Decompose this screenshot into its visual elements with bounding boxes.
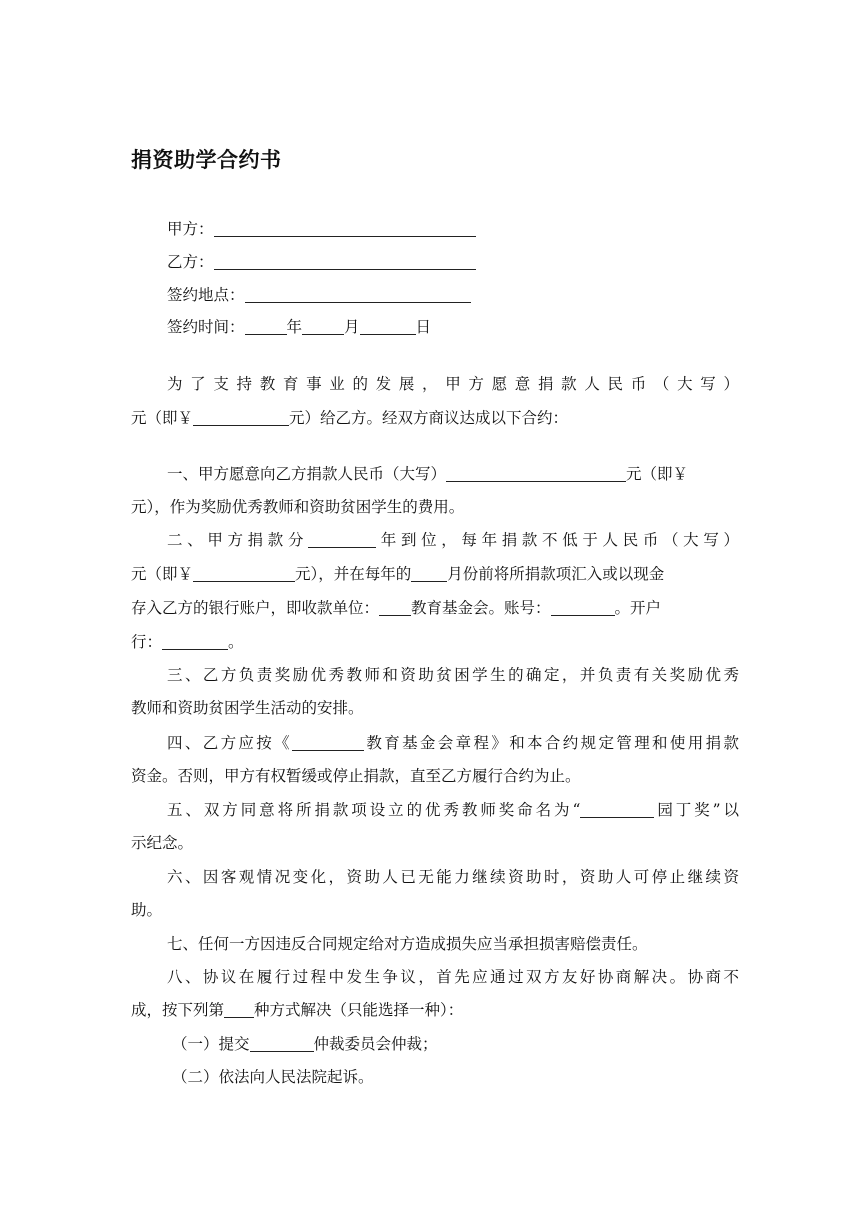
year-label: 年 xyxy=(286,318,303,336)
clause-2-line-2: 元（即￥ 元），并在每年的 月份前将所捐款项汇入或以现金 xyxy=(131,565,665,583)
intro-line-2: 元（即￥ 元）给乙方。经双方商议达成以下合约： xyxy=(131,409,569,427)
party-b-row xyxy=(167,251,739,273)
clause-1-line-2: 元），作为奖励优秀教师和资助贫困学生的费用。 xyxy=(131,498,465,516)
sign-place-blank[interactable] xyxy=(245,286,471,303)
clause-2-line-4: 行： 。 xyxy=(131,633,244,651)
clause-7: 七、任何一方因违反合同规定给对方造成损失应当承担损害赔偿责任。 xyxy=(167,935,648,953)
clause-4-foundation-blank[interactable] xyxy=(292,734,364,751)
clause-6-line-1: 六、因客观情况变化，资助人已无能力继续资助时，资助人可停止继续资 xyxy=(167,868,739,886)
clause-3-line-1: 三、乙方负责奖励优秀教师和资助贫困学生的确定，并负责有关奖励优秀 xyxy=(167,666,739,684)
sign-place-label: 签约地点： xyxy=(167,286,245,304)
option-1-arbitration-blank[interactable] xyxy=(250,1035,314,1052)
intro-line-1: 为了支持教育事业的发展，甲方愿意捐款人民币（大写） xyxy=(167,375,739,393)
clause-5-line-2: 示纪念。 xyxy=(131,834,194,852)
clause-8-line-2: 成，按下列第 种方式解决（只能选择一种）： xyxy=(131,1001,464,1019)
clause-2-line-3: 存入乙方的银行账户，即收款单位： 教育基金会。账号： 。开户 xyxy=(131,599,662,617)
clause-4-line-2: 资金。否则，甲方有权暂缓或停止捐款，直至乙方履行合约为止。 xyxy=(131,767,581,785)
month-blank[interactable] xyxy=(302,318,344,335)
day-blank[interactable] xyxy=(360,318,416,335)
option-1: （一）提交 仲裁委员会仲裁； xyxy=(172,1035,438,1053)
sign-time-row xyxy=(167,316,739,338)
party-a-label: 甲方： xyxy=(167,220,214,238)
party-a-blank[interactable] xyxy=(214,220,476,237)
clause-2-month-blank[interactable] xyxy=(411,565,447,582)
clause-8-line-1: 八、协议在履行过程中发生争议，首先应通过双方友好协商解决。协商不 xyxy=(167,968,739,986)
page-title: 捐资助学合约书 xyxy=(131,147,282,172)
clause-5-line-1: 五、双方同意将所捐款项设立的优秀教师奖命名为“ 园丁奖”以 xyxy=(167,801,739,819)
year-blank[interactable] xyxy=(245,318,287,335)
intro-amount-blank[interactable] xyxy=(193,409,289,426)
sign-time-label: 签约时间： xyxy=(167,318,245,336)
party-b-blank[interactable] xyxy=(214,253,476,270)
option-2: （二）依法向人民法院起诉。 xyxy=(172,1068,374,1086)
month-label: 月 xyxy=(344,318,360,336)
clause-4-line-1: 四、乙方应按《 教育基金会章程》和本合约规定管理和使用捐款 xyxy=(167,734,739,752)
party-b-label: 乙方： xyxy=(167,253,214,271)
clause-6-line-2: 助。 xyxy=(131,901,163,919)
party-a-row xyxy=(167,218,739,240)
sign-place-row xyxy=(167,284,739,306)
clause-1-amount-blank[interactable] xyxy=(446,465,626,482)
clause-3-line-2: 教师和资助贫困学生活动的安排。 xyxy=(131,699,364,717)
clause-2-amount-blank[interactable] xyxy=(193,565,295,582)
clause-2-bank-blank[interactable] xyxy=(162,633,228,650)
clause-2-line-1: 二、甲方捐款分 年到位，每年捐款不低于人民币（大写） xyxy=(167,531,739,549)
day-label: 日 xyxy=(415,318,432,336)
clause-2-years-blank[interactable] xyxy=(308,531,376,548)
clause-5-name-blank[interactable] xyxy=(580,801,654,818)
clause-1-line-1: 一、甲方愿意向乙方捐款人民币（大写） 元（即￥ xyxy=(167,465,689,483)
clause-2-payee-blank[interactable] xyxy=(379,599,411,616)
clause-2-account-blank[interactable] xyxy=(551,599,615,616)
clause-8-option-blank[interactable] xyxy=(224,1001,254,1018)
